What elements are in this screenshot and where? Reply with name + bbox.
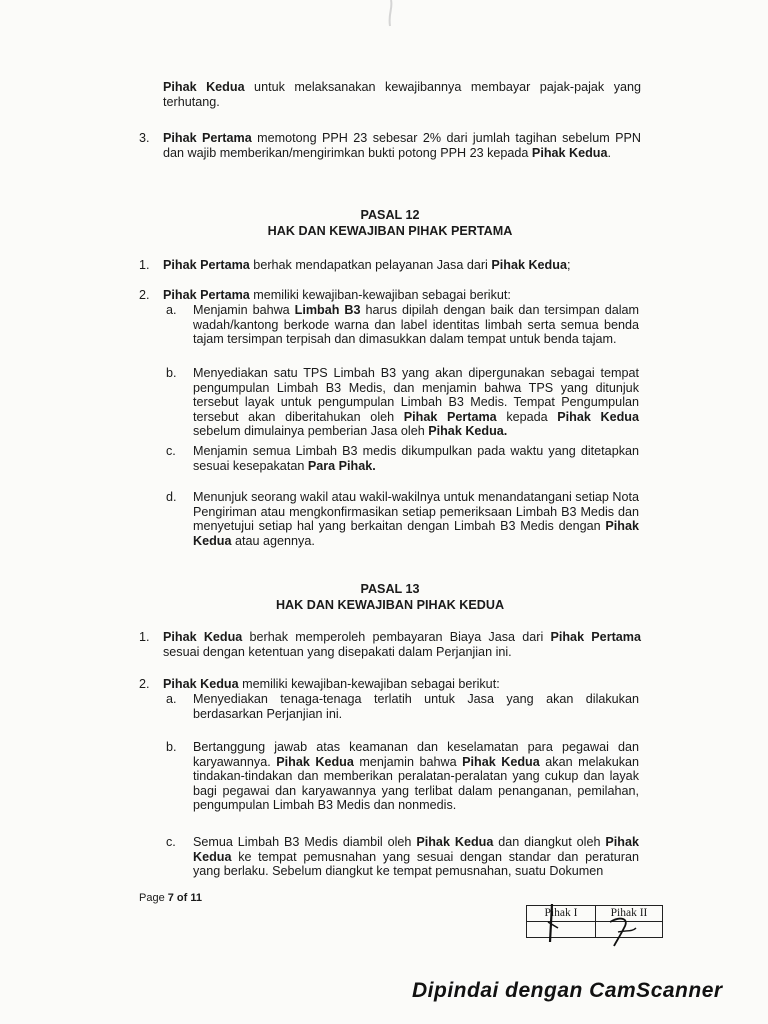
sub-item-letter: c.	[166, 835, 176, 849]
pasal-12-sub-b: Menyediakan satu TPS Limbah B3 yang akan dipergunakan sebagai tempat pengumpulan Limbah B3 Medis, dan menjamin bahwa TPS yang ditunjuk tersebut layak untuk pengumpulan Limbah B3 Medis. Tempat Pengumpulan tersebut akan diberitahukan oleh Pihak Pertama kepada Pihak Kedua sebelum dimulainya pemberian Jasa oleh Pihak Kedua.	[193, 366, 639, 439]
page-number: Page 7 of 11	[139, 892, 202, 904]
scan-smudge-icon	[382, 0, 400, 28]
pasal-13-sub-c: Semua Limbah B3 Medis diambil oleh Pihak Kedua dan diangkut oleh Pihak Kedua ke tempat pemusnahan yang sesuai dengan standar dan peraturan yang berlaku. Sebelum diangkut ke tempat pemusnahan, suatu Dokumen	[193, 835, 640, 879]
sub-item-letter: a.	[166, 303, 177, 317]
pasal-12-sub-c: Menjamin semua Limbah B3 medis dikumpulkan pada waktu yang ditetapkan sesuai kesepakatan Para Pihak.	[193, 444, 639, 473]
pasal-12-item-2: Pihak Pertama memiliki kewajiban-kewajiban sebagai berikut:	[163, 288, 511, 302]
pasal-13-heading: PASAL 13	[360, 582, 420, 596]
initials-header-pihak-1: Pihak I	[527, 906, 596, 922]
continuation-paragraph: Pihak Kedua untuk melaksanakan kewajibannya membayar pajak-pajak yang terhutang.	[163, 80, 641, 109]
pasal-13-item-2: Pihak Kedua memiliki kewajiban-kewajiban sebagai berikut:	[163, 677, 500, 691]
item-number: 2.	[139, 677, 150, 691]
pasal-12-item-1: Pihak Pertama berhak mendapatkan pelayanan Jasa dari Pihak Kedua;	[163, 258, 571, 272]
sub-item-letter: a.	[166, 692, 177, 706]
initial-signature-icon	[606, 914, 640, 948]
pasal-12-sub-d: Menunjuk seorang wakil atau wakil-wakilnya untuk menandatangani setiap Nota Pengiriman atau mengkonfirmasikan setiap pemeriksaan Limbah B3 Medis dan menyetujui setiap hal yang berkaitan dengan Limbah B3 Medis dengan Pihak Kedua atau agennya.	[193, 490, 639, 548]
initial-signature-icon	[538, 902, 578, 944]
pasal-13-sub-b: Bertanggung jawab atas keamanan dan keselamatan para pegawai dan karyawannya. Pihak Kedua menjamin bahwa Pihak Kedua akan melakukan tindakan-tindakan dan memberikan peralatan-peralatan yang cukup dan layak bagi pegawai dan karyawannya yang terlibat dalam penanganan, pemilahan, pengumpulan Limbah B3 Medis dan nonmedis.	[193, 740, 640, 813]
camscanner-watermark: Dipindai dengan CamScanner	[412, 979, 723, 1002]
pasal-12-sub-a: Menjamin bahwa Limbah B3 harus dipilah dengan baik dan tersimpan dalam wadah/kantong berkode warna dan label identitas limbah serta semua benda tajam tersimpan terpisah dan dimasukkan dalam tempat untuk benda tajam.	[193, 303, 639, 347]
item-3-paragraph: Pihak Pertama memotong PPH 23 sebesar 2% dari jumlah tagihan sebelum PPN dan wajib memberikan/mengirimkan bukti potong PPH 23 kepada Pihak Kedua.	[163, 131, 641, 160]
sub-item-letter: d.	[166, 490, 177, 504]
pasal-13-sub-a: Menyediakan tenaga-tenaga terlatih untuk Jasa yang akan dilakukan berdasarkan Perjanjian ini.	[193, 692, 639, 721]
pasal-12-heading: PASAL 12	[360, 208, 420, 222]
item-number: 3.	[139, 131, 150, 145]
sub-item-letter: c.	[166, 444, 176, 458]
item-number: 2.	[139, 288, 150, 302]
pasal-12-subheading: HAK DAN KEWAJIBAN PIHAK PERTAMA	[267, 224, 513, 238]
sub-item-letter: b.	[166, 740, 177, 754]
pasal-13-subheading: HAK DAN KEWAJIBAN PIHAK KEDUA	[275, 598, 505, 612]
initials-header-pihak-2: Pihak II	[596, 906, 663, 922]
pasal-13-item-1: Pihak Kedua berhak memperoleh pembayaran Biaya Jasa dari Pihak Pertama sesuai dengan ketentuan yang disepakati dalam Perjanjian ini.	[163, 630, 641, 659]
sub-item-letter: b.	[166, 366, 177, 380]
item-number: 1.	[139, 258, 150, 272]
bold-party-name: Pihak Kedua	[163, 80, 245, 94]
item-number: 1.	[139, 630, 150, 644]
